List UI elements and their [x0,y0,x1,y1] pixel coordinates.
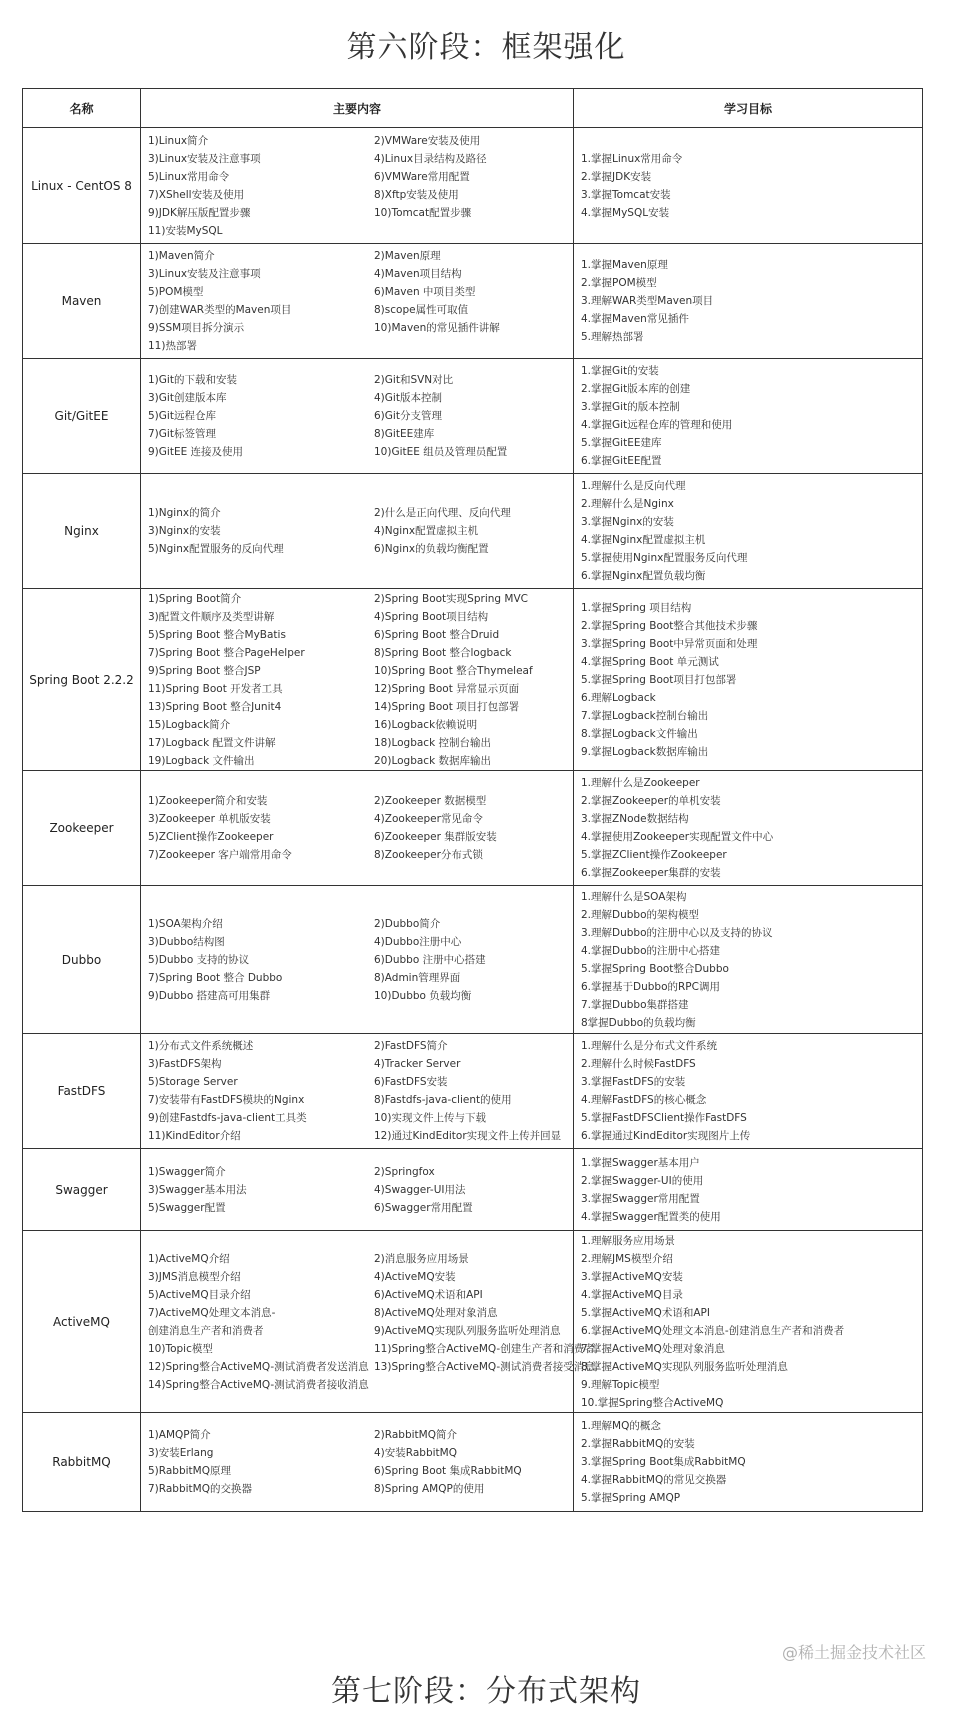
goal-item: 9.掌握Logback数据库输出 [581,745,709,758]
content-item: 19)Logback 文件输出 [148,754,255,767]
content-item: 5)Swagger配置 [148,1201,226,1214]
content-item: 10)实现文件上传与下载 [374,1112,486,1124]
content-item: 4)Swagger-UI用法 [374,1183,466,1196]
module-name: Git/GitEE [23,359,141,474]
goal-item: 2.掌握Zookeeper的单机安装 [581,795,721,807]
content-item: 4)安装RabbitMQ [374,1447,457,1459]
content-item: 8)Spring AMQP的使用 [374,1483,485,1495]
module-name: Dubbo [23,886,141,1034]
content-item: 3)JMS消息模型介绍 [148,1270,241,1283]
goal-item: 3.掌握Git的版本控制 [581,401,680,413]
goal-item: 5.掌握GitEE建库 [581,437,662,449]
table-row [23,474,923,589]
goal-item: 7.掌握Logback控制台输出 [581,709,709,722]
goal-item: 8掌握Dubbo的负载均衡 [581,1016,696,1029]
table-row [23,359,923,474]
content-item: 14)Spring Boot 项目打包部署 [374,700,520,713]
content-item: 7)创建WAR类型的Maven项目 [148,304,292,316]
content-item: 7)Spring Boot 整合 Dubbo [148,971,283,984]
main-content-cell [141,128,574,244]
content-item: 4)Zookeeper常见命令 [374,813,483,825]
content-item: 3)FastDFS架构 [148,1058,222,1070]
content-item: 11)Spring Boot 开发者工具 [148,682,283,695]
goal-item: 2.理解JMS模型介绍 [581,1252,673,1265]
learning-goals-cell [574,359,923,474]
content-item: 6)Git分支管理 [374,410,442,422]
learning-goals-cell [574,244,923,359]
goal-item: 5.掌握Spring AMQP [581,1492,681,1504]
content-item: 13)Spring整合ActiveMQ-测试消费者接受消息 [374,1360,595,1373]
goal-item: 1.理解什么是反向代理 [581,480,686,492]
goal-item: 5.掌握使用Nginx配置服务反向代理 [581,552,748,564]
content-item: 5)Dubbo 支持的协议 [148,953,250,966]
goal-item: 3.掌握ActiveMQ安装 [581,1270,683,1283]
table-row [23,589,923,771]
content-item: 3)配置文件顺序及类型讲解 [148,610,275,623]
content-item: 1)Git的下载和安装 [148,374,237,386]
content-item: 1)Spring Boot简介 [148,592,242,605]
content-item: 9)GitEE 连接及使用 [148,446,244,458]
content-item: 2)什么是正向代理、反向代理 [374,507,511,519]
module-name: FastDFS [23,1034,141,1149]
content-item: 1)ActiveMQ介绍 [148,1252,230,1265]
content-item: 5)ZClient操作Zookeeper [148,831,274,843]
table-row [23,1034,923,1149]
main-content-cell [141,1034,574,1149]
content-item: 5)Spring Boot 整合MyBatis [148,628,286,641]
content-item: 5)Storage Server [148,1076,238,1088]
goal-item: 6.掌握ActiveMQ处理文本消息-创建消息生产者和消费者 [581,1324,845,1337]
watermark: @稀土掘金技术社区 [782,1643,927,1662]
goal-item: 3.理解Dubbo的注册中心以及支持的协议 [581,926,773,939]
content-item: 2)FastDFS简介 [374,1040,448,1052]
table-row [23,886,923,1034]
module-name: Nginx [23,474,141,589]
content-item: 5)Linux常用命令 [148,170,230,183]
content-item: 7)Git标签管理 [148,428,216,440]
content-item: 4)Dubbo注册中心 [374,935,462,948]
goal-item: 4.掌握Swagger配置类的使用 [581,1210,721,1223]
main-content-cell [141,771,574,886]
module-name: Spring Boot 2.2.2 [23,589,141,771]
content-item: 1)Zookeeper简介和安装 [148,795,268,807]
content-item: 1)分布式文件系统概述 [148,1040,254,1052]
goal-item: 3.理解WAR类型Maven项目 [581,295,714,307]
goal-item: 4.掌握Spring Boot 单元测试 [581,655,719,668]
content-item: 8)Xftp安装及使用 [374,188,459,201]
content-item: 1)Nginx的简介 [148,507,221,519]
module-name: Maven [23,244,141,359]
content-item: 7)RabbitMQ的交换器 [148,1483,252,1495]
goal-item: 8.掌握ActiveMQ实现队列服务监听处理消息 [581,1360,788,1373]
content-item: 8)Zookeeper分布式锁 [374,849,483,861]
goal-item: 1.理解MQ的概念 [581,1420,661,1432]
content-item: 17)Logback 配置文件讲解 [148,736,276,749]
goal-item: 6.掌握通过KindEditor实现图片上传 [581,1130,751,1142]
learning-goals-cell [574,589,923,771]
goal-item: 1.掌握Maven原理 [581,259,668,271]
goal-item: 2.掌握Git版本库的创建 [581,383,691,395]
goal-item: 3.掌握Swagger常用配置 [581,1192,700,1205]
content-item: 14)Spring整合ActiveMQ-测试消费者接收消息 [148,1378,369,1391]
table-header-row [23,89,923,128]
content-item: 9)Dubbo 搭建高可用集群 [148,989,271,1002]
content-item: 4)Linux目录结构及路径 [374,152,487,165]
content-item: 7)ActiveMQ处理文本消息- [148,1306,276,1319]
content-item: 6)Swagger常用配置 [374,1201,473,1214]
content-item: 12)Spring整合ActiveMQ-测试消费者发送消息 [148,1360,369,1373]
main-content-cell [141,359,574,474]
content-item: 4)Spring Boot项目结构 [374,610,489,623]
content-item: 1)Swagger简介 [148,1165,226,1178]
goal-item: 1.理解什么是分布式文件系统 [581,1040,718,1052]
content-item: 8)GitEE建库 [374,428,435,440]
content-item: 20)Logback 数据库输出 [374,754,492,767]
goal-item: 5.掌握Spring Boot整合Dubbo [581,962,729,975]
header-goals: 学习目标 [574,89,923,128]
goal-item: 2.掌握RabbitMQ的安装 [581,1438,695,1450]
goal-item: 4.掌握ActiveMQ目录 [581,1288,683,1301]
content-item: 3)Nginx的安装 [148,525,221,537]
content-item: 3)Zookeeper 单机版安装 [148,813,271,825]
content-item: 2)Git和SVN对比 [374,374,454,386]
goal-item: 6.掌握Nginx配置负载均衡 [581,570,706,582]
content-item: 10)Maven的常见插件讲解 [374,322,500,334]
content-item: 9)ActiveMQ实现队列服务监听处理消息 [374,1324,561,1337]
goal-item: 4.掌握RabbitMQ的常见交换器 [581,1474,727,1486]
goal-item: 4.掌握MySQL安装 [581,206,670,219]
table-row [23,1231,923,1413]
goal-item: 4.掌握Dubbo的注册中心搭建 [581,944,721,957]
content-item: 6)Spring Boot 集成RabbitMQ [374,1465,522,1477]
goal-item: 7.掌握ActiveMQ处理对象消息 [581,1342,725,1355]
goal-item: 2.掌握Swagger-UI的使用 [581,1174,704,1187]
main-content-cell [141,474,574,589]
content-item: 6)Dubbo 注册中心搭建 [374,953,486,966]
goal-item: 5.掌握FastDFSClient操作FastDFS [581,1112,747,1124]
table-row [23,771,923,886]
table-row [23,244,923,359]
goal-item: 6.掌握基于Dubbo的RPC调用 [581,980,720,993]
content-item: 2)Spring Boot实现Spring MVC [374,592,528,605]
content-item: 10)Tomcat配置步骤 [374,206,472,219]
goal-item: 2.理解什么时候FastDFS [581,1058,696,1070]
table-row [23,128,923,244]
content-item: 创建消息生产者和消费者 [148,1324,264,1337]
content-item: 4)Tracker Server [374,1058,461,1070]
goal-item: 2.理解Dubbo的架构模型 [581,908,700,921]
goal-item: 4.理解FastDFS的核心概念 [581,1094,707,1106]
content-item: 8)Spring Boot 整合logback [374,646,512,659]
goal-item: 3.掌握FastDFS的安装 [581,1076,686,1088]
content-item: 2)Springfox [374,1165,435,1178]
content-item: 10)GitEE 组员及管理员配置 [374,446,508,458]
content-item: 3)Git创建版本库 [148,392,227,404]
module-name: Zookeeper [23,771,141,886]
goal-item: 5.掌握Spring Boot项目打包部署 [581,673,737,686]
goal-item: 4.掌握使用Zookeeper实现配置文件中心 [581,831,774,843]
content-item: 10)Spring Boot 整合Thymeleaf [374,664,533,677]
goal-item: 2.理解什么是Nginx [581,498,674,510]
content-item: 6)Zookeeper 集群版安装 [374,831,497,843]
goal-item: 2.掌握Spring Boot整合其他技术步骤 [581,619,758,632]
content-item: 6)FastDFS安装 [374,1076,448,1088]
content-item: 3)Swagger基本用法 [148,1183,247,1196]
content-item: 1)AMQP简介 [148,1429,211,1441]
content-item: 11)热部署 [148,340,197,352]
module-name: Swagger [23,1149,141,1231]
goal-item: 4.掌握Nginx配置虚拟主机 [581,534,706,546]
main-content-cell [141,1231,595,1413]
goal-item: 5.掌握ZClient操作Zookeeper [581,849,727,861]
main-content-cell [141,886,574,1034]
goal-item: 4.掌握Git远程仓库的管理和使用 [581,419,733,431]
content-item: 1)Linux简介 [148,134,209,147]
goal-item: 10.掌握Spring整合ActiveMQ [581,1396,724,1409]
content-item: 5)Git远程仓库 [148,410,216,422]
content-item: 7)XShell安装及使用 [148,188,245,201]
main-content-cell [141,244,574,359]
goal-item: 6.掌握Zookeeper集群的安装 [581,867,721,879]
learning-goals-cell [574,128,923,244]
goal-item: 1.理解什么是SOA架构 [581,890,687,903]
module-name: RabbitMQ [23,1413,141,1512]
content-item: 7)安装带有FastDFS模块的Nginx [148,1094,305,1106]
table-row [23,1413,923,1512]
content-item: 5)RabbitMQ原理 [148,1465,231,1477]
content-item [374,1376,600,1394]
module-name: Linux - CentOS 8 [23,128,141,244]
goal-item: 4.掌握Maven常见插件 [581,313,689,325]
content-item: 11)安装MySQL [148,224,223,237]
goal-item: 3.掌握Spring Boot集成RabbitMQ [581,1456,746,1468]
content-item: 9)创建Fastdfs-java-client工具类 [148,1112,307,1124]
content-item: 6)Maven 中项目类型 [374,286,476,298]
content-item: 4)Git版本控制 [374,392,442,404]
goal-item: 5.掌握ActiveMQ术语和API [581,1306,710,1319]
table-row [23,1149,923,1231]
goal-item: 6.理解Logback [581,691,656,704]
goal-item: 3.掌握Nginx的安装 [581,516,674,528]
learning-goals-cell [574,886,923,1034]
goal-item: 3.掌握Tomcat安装 [581,188,671,201]
header-name: 名称 [23,89,141,128]
main-content-cell [141,1413,574,1512]
learning-goals-cell [574,1413,923,1512]
learning-goals-cell [574,1149,923,1231]
goal-item: 8.掌握Logback文件输出 [581,727,698,740]
content-item: 4)Nginx配置虚拟主机 [374,525,479,537]
learning-goals-cell [574,771,923,886]
content-item: 3)Linux安装及注意事项 [148,268,261,280]
goal-item: 1.掌握Git的安装 [581,365,659,377]
content-item: 6)ActiveMQ术语和API [374,1288,483,1301]
content-item: 12)Spring Boot 异常显示页面 [374,682,520,695]
content-item: 9)JDK解压版配置步骤 [148,206,251,219]
learning-goals-cell [574,1034,923,1149]
content-item: 5)POM模型 [148,286,204,298]
content-item: 3)Dubbo结构图 [148,935,225,948]
goal-item: 5.理解热部署 [581,331,644,343]
content-item: 18)Logback 控制台输出 [374,736,492,749]
content-item: 8)Fastdfs-java-client的使用 [374,1094,512,1106]
content-item: 8)scope属性可取值 [374,304,469,316]
content-item: 8)Admin管理界面 [374,971,461,984]
content-item: 2)Maven原理 [374,250,441,262]
goal-item: 3.掌握ZNode数据结构 [581,813,689,825]
goal-item: 2.掌握POM模型 [581,277,657,289]
content-item: 11)KindEditor介绍 [148,1130,241,1142]
content-item: 4)Maven项目结构 [374,268,462,280]
next-section-title: 第七阶段：分布式架构 [331,1674,641,1709]
goal-item: 1.理解服务应用场景 [581,1234,676,1247]
content-item: 2)Zookeeper 数据模型 [374,795,487,807]
goal-item: 1.理解什么是Zookeeper [581,777,700,789]
goal-item: 6.掌握GitEE配置 [581,455,662,467]
content-item: 12)通过KindEditor实现文件上传并回显 [374,1130,562,1142]
curriculum-table [22,88,923,1512]
main-content-cell [141,1149,574,1231]
content-item: 9)Spring Boot 整合JSP [148,664,261,677]
goal-item: 7.掌握Dubbo集群搭建 [581,998,689,1011]
content-item: 2)VMWare安装及使用 [374,134,481,147]
module-name: ActiveMQ [23,1231,141,1413]
goal-item: 3.掌握Spring Boot中异常页面和处理 [581,637,758,650]
content-item: 2)Dubbo简介 [374,917,441,930]
content-item: 8)ActiveMQ处理对象消息 [374,1306,498,1319]
content-item: 6)Spring Boot 整合Druid [374,628,500,641]
content-item: 1)Maven简介 [148,250,215,262]
learning-goals-cell [574,474,923,589]
goal-item: 1.掌握Spring 项目结构 [581,601,692,614]
content-item: 11)Spring整合ActiveMQ-创建生产者和消费者 [374,1342,595,1355]
content-item: 3)Linux安装及注意事项 [148,152,261,165]
goal-item: 9.理解Topic模型 [581,1378,660,1391]
content-item: 2)消息服务应用场景 [374,1252,469,1265]
content-item: 13)Spring Boot 整合Junit4 [148,700,282,713]
main-content-cell [141,589,574,771]
content-item: 1)SOA架构介绍 [148,917,223,930]
content-item: 2)RabbitMQ简介 [374,1429,457,1441]
goal-item: 1.掌握Swagger基本用户 [581,1156,700,1169]
content-item: 10)Topic模型 [148,1342,213,1355]
content-item: 5)ActiveMQ目录介绍 [148,1288,251,1301]
content-item: 16)Logback依赖说明 [374,718,478,731]
content-item: 6)VMWare常用配置 [374,170,470,183]
content-item: 15)Logback简介 [148,718,231,731]
goal-item: 1.掌握Linux常用命令 [581,152,683,165]
content-item: 9)SSM项目拆分演示 [148,322,245,334]
content-item: 10)Dubbo 负载均衡 [374,989,472,1002]
goal-item: 2.掌握JDK安装 [581,170,652,183]
content-item: 4)ActiveMQ安装 [374,1270,456,1283]
content-item: 6)Nginx的负载均衡配置 [374,543,489,555]
content-item: 5)Nginx配置服务的反向代理 [148,543,284,555]
content-item: 7)Spring Boot 整合PageHelper [148,646,305,659]
learning-goals-cell [574,1231,923,1413]
content-item: 7)Zookeeper 客户端常用命令 [148,849,292,861]
content-item: 3)安装Erlang [148,1447,214,1459]
page-title: 第六阶段：框架强化 [346,30,626,65]
header-content: 主要内容 [141,89,574,128]
